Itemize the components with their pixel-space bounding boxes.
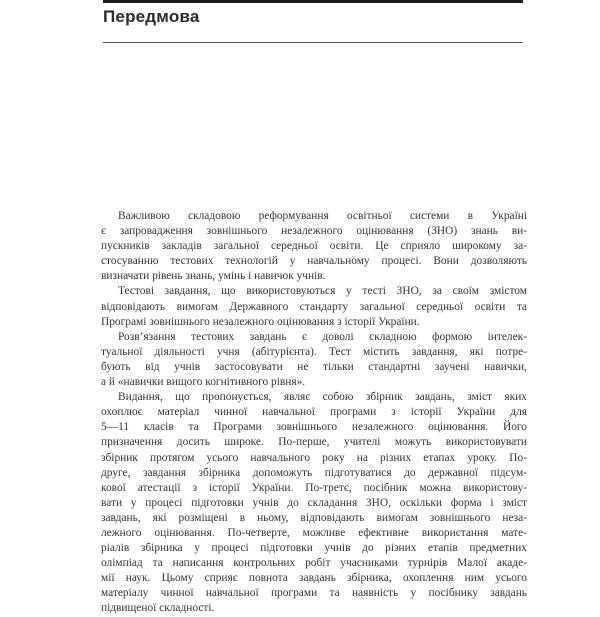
text-line: пускників закладів загальної середньої освіти. Це сприяло широкому за- (101, 240, 527, 253)
heading-rule (103, 42, 523, 43)
text-line: Тестові завдання, що використовуються у тесті ЗНО, за своїм змістом (118, 285, 527, 298)
text-line: мії наук. Цьому сприяє повнота завдань збірника, охоплення ним усього (101, 572, 527, 585)
text-line: визначати рівень знань, умінь і навичок учнів. (101, 270, 326, 283)
text-line: відповідають вимогам Державного стандарту загальної середньої освіти та (101, 300, 527, 313)
page-title: Передмова (103, 7, 200, 26)
text-line: 5—11 класів та Програми зовнішнього незалежного оцінювання. Його (101, 421, 527, 434)
text-line: стосуванню тестових технологій у навчальному процесі. Вони дозволяють (101, 255, 527, 268)
text-line: Видання, що пропонується, являє собою збірник завдань, зміст яких (118, 391, 527, 404)
text-line: є запровадження зовнішнього незалежного оцінювання (ЗНО) знань ви- (101, 225, 527, 238)
text-line: збірник протягом усього навчального року на різних етапах уроку. По- (101, 451, 527, 464)
text-line: бують від учнів застосовувати не тільки стандартні заучені навички, (101, 360, 527, 373)
text-line: охоплює матеріал чинної навчальної програми з історії України для (101, 406, 527, 419)
text-line: олімпіад та написання контрольних робіт учасниками турнірів Малої акаде- (101, 557, 527, 570)
text-line: матеріалу чинної навчальної програми та наявність у посібнику завдань (101, 587, 527, 600)
text-line: кової атестації з історії України. По-третє, посібник можна використову- (101, 481, 527, 494)
text-line: Розв’язання тестових завдань є доволі складною формою інтелек- (118, 330, 527, 343)
text-line: підвищеної складності. (101, 602, 215, 615)
text-line: лежного оцінювання. По-четверте, можливе ефективне використання мате- (101, 526, 527, 539)
text-line: призначення досить широке. По-перше, учителі можуть використовувати (101, 436, 527, 449)
body-text (101, 209, 527, 617)
text-line: вати у процесі підготовки учнів до складання ЗНО, оскільки форма і зміст (101, 496, 527, 509)
top-rule (103, 0, 523, 3)
text-line: Програмі зовнішнього незалежного оцінювання з історії України. (101, 315, 420, 328)
text-line: туальної діяльності учня (абітурієнта). Тест містить завдання, які потре- (101, 345, 527, 358)
text-line: ріалів збірника у процесі підготовки учнів до різних етапів предметних (101, 542, 527, 555)
text-line: завдань, які розміщені в ньому, відповідають вимогам зовнішнього неза- (101, 511, 527, 524)
text-line: Важливою складовою реформування освітньої системи в Україні (118, 210, 527, 222)
text-line: а й «навички вищого когнітивного рівня». (101, 376, 306, 389)
text-line: друге, завдання збірника допоможуть підготуватися до державної підсум- (101, 466, 527, 479)
